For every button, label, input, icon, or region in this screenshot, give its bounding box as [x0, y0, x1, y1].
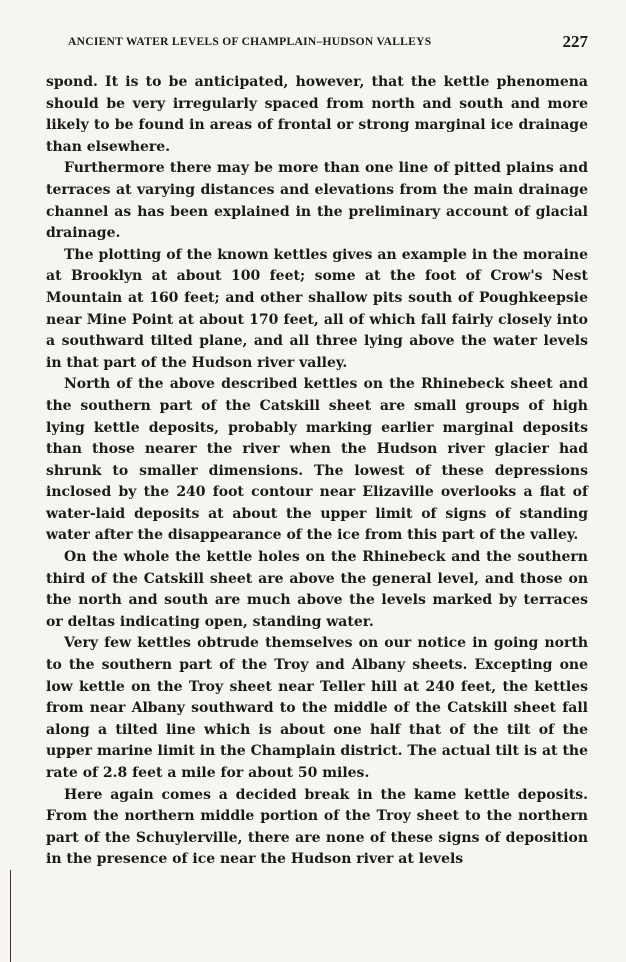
paragraph: On the whole the kettle holes on the Rhinebeck and the southern third of the Catskill sheet are above the general level, and those on the north and south are much above the levels marked by terraces or deltas indicating open, standing water. — [46, 549, 588, 630]
paragraph: Here again comes a decided break in the kame kettle deposits. From the northern middle portion of the Troy sheet to the northern part of the Schuylerville, there are none of these signs of deposition in the presence of ice near the Hudson river at levels — [46, 786, 588, 868]
page-number: 227 — [562, 32, 588, 51]
paragraph: North of the above described kettles on the Rhinebeck sheet and the southern part of the Catskill sheet are small groups of high lying kettle deposits, probably marking earlier marginal deposits than those nearer the river when the Hudson river glacier had shrunk to smaller dimensions. The lowest of these depressions inclosed by the 240 foot contour near Elizaville overlooks a flat of water-laid deposits at about the upper limit of signs of standing water after the disappearance of the ice from this part of the valley. — [46, 376, 588, 544]
body-text — [46, 72, 588, 871]
running-title: ANCIENT WATER LEVELS OF CHAMPLAIN–HUDSON VALLEYS — [68, 36, 432, 48]
paragraph: Furthermore there may be more than one line of pitted plains and terraces at varying distances and elevations from the main drainage channel as has been explained in the preliminary account of glacial drainage. — [46, 160, 588, 242]
paragraph: Very few kettles obtrude themselves on our notice in going north to the southern part of the Troy and Albany sheets. Excepting one low kettle on the Troy sheet near Teller hill at 240 feet, the kettles from near Albany southward to the middle of the Catskill sheet fall along a tilted line which is about one half that of the tilt of the upper marine limit in the Champlain district. The actual tilt is at the rate of 2.8 feet a mile for about 50 miles. — [46, 635, 588, 781]
paragraph-continued: spond. It is to be anticipated, however, that the kettle phenomena should be very irregularly spaced from north and south and more likely to be found in areas of frontal or strong marginal ice drainage than elsewhere. — [46, 74, 588, 155]
scan-margin-line — [10, 870, 11, 962]
paragraph: The plotting of the known kettles gives an example in the moraine at Brooklyn at about 100 feet; some at the foot of Crow's Nest Mountain at 160 feet; and other shallow pits south of Poughkeepsie near Mine Point at about 170 feet, all of which fall fairly closely into a southward tilted plane, and all three lying above the water levels in that part of the Hudson river valley. — [46, 246, 588, 371]
running-head — [68, 32, 588, 52]
